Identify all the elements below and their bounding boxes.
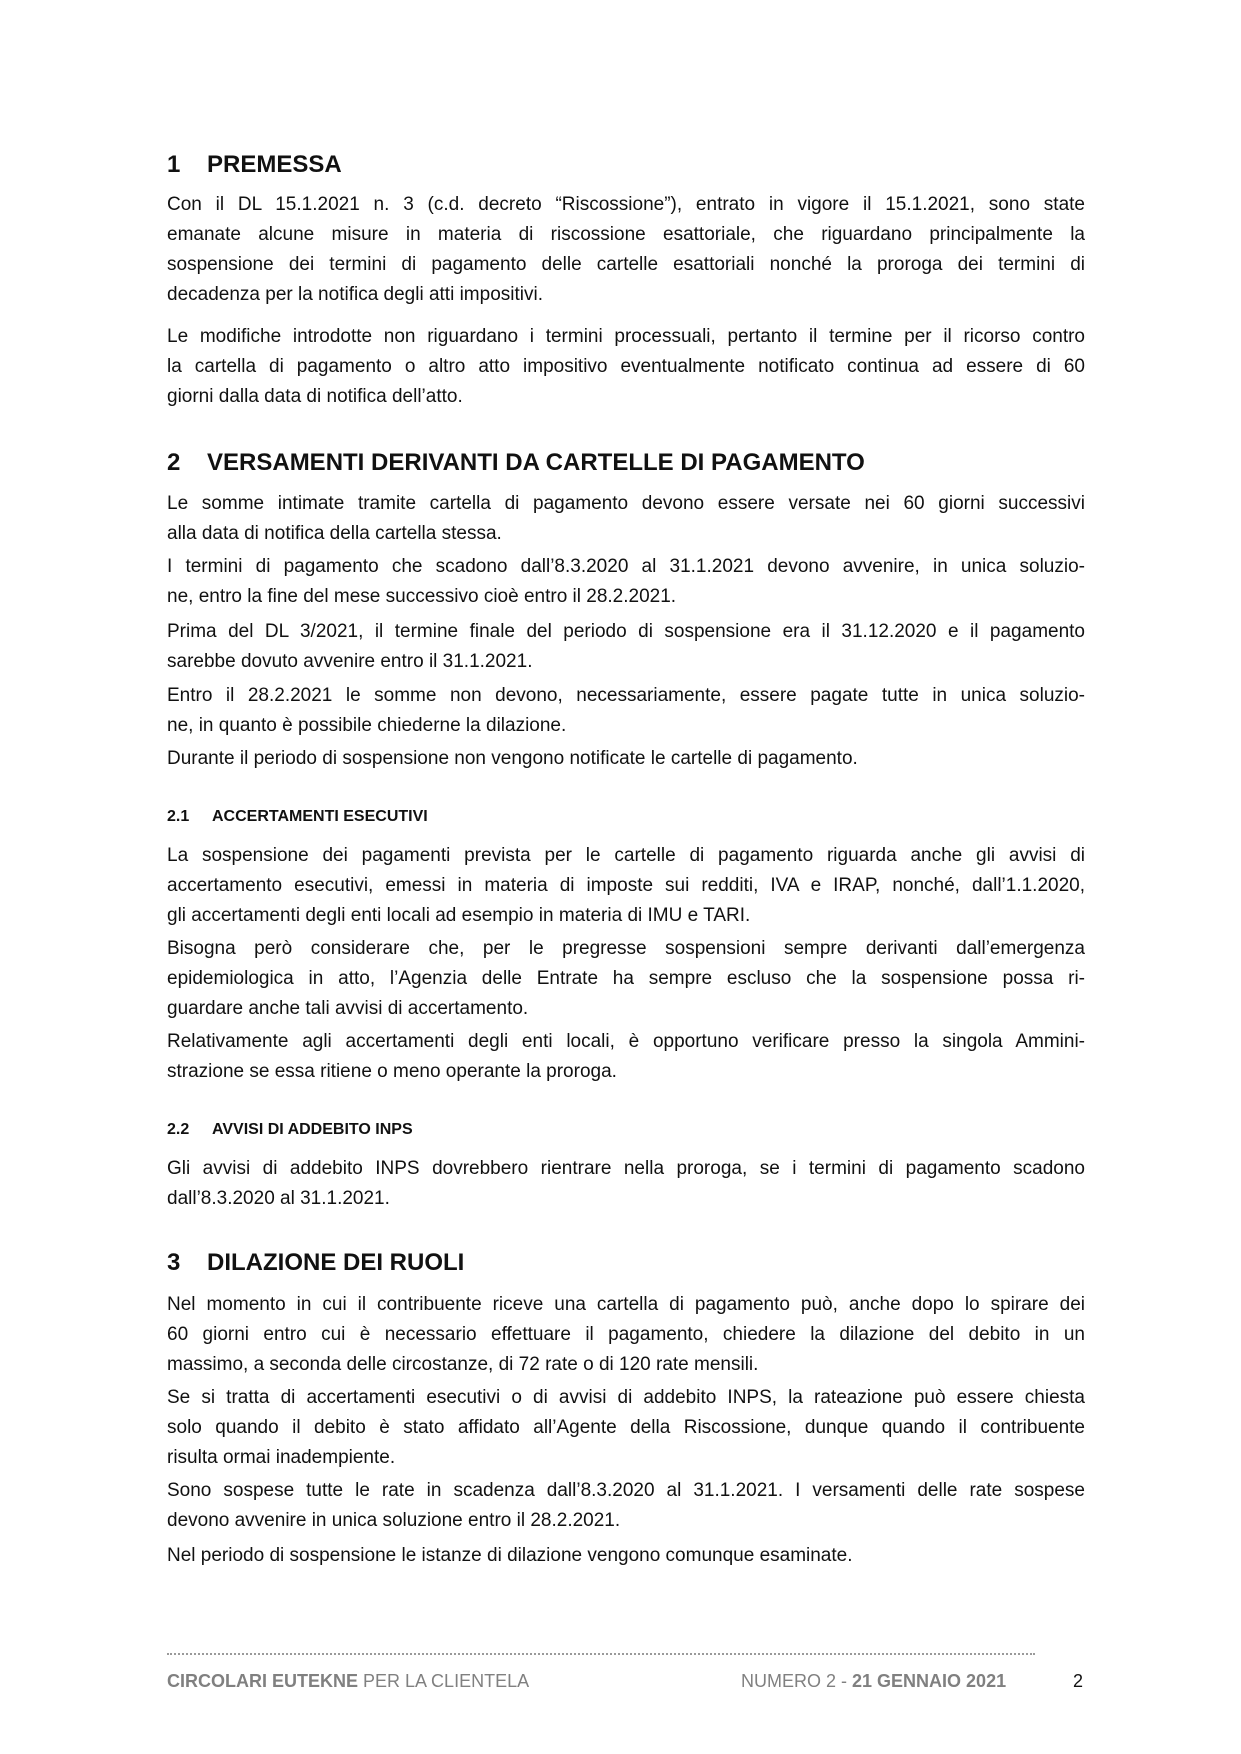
- text-line: strazione se essa ritiene o meno operante la proroga.: [167, 1061, 617, 1082]
- paragraph: [167, 1383, 1085, 1473]
- text-line: ne, entro la fine del mese successivo cioè entro il 28.2.2021.: [167, 586, 677, 607]
- text-line: Gli avvisi di addebito INPS dovrebbero rientrare nella proroga, se i termini di pagamento scadono: [167, 1158, 1085, 1179]
- paragraph: [167, 744, 1085, 774]
- paragraph: [167, 1541, 1085, 1571]
- text-line: Nel periodo di sospensione le istanze di dilazione vengono comunque esaminate.: [167, 1545, 853, 1566]
- text-line: La sospensione dei pagamenti prevista per le cartelle di pagamento riguarda anche gli avvisi di: [167, 845, 1085, 866]
- text-line: Entro il 28.2.2021 le somme non devono, necessariamente, essere pagate tutte in unica soluzio-: [167, 685, 1085, 706]
- text-line: la cartella di pagamento o altro atto impositivo eventualmente notificato continua ad essere di 60: [167, 356, 1085, 377]
- text-line: giorni dalla data di notifica dell’atto.: [167, 386, 463, 407]
- text-line: sospensione dei termini di pagamento delle cartelle esattoriali nonché la proroga dei termini di: [167, 254, 1085, 275]
- footer-issue-date: 21 GENNAIO 2021: [852, 1671, 1007, 1691]
- section-title: VERSAMENTI DERIVANTI DA CARTELLE DI PAGAMENTO: [207, 449, 865, 476]
- footer-brand: CIRCOLARI EUTEKNE: [167, 1671, 359, 1691]
- section-title: ACCERTAMENTI ESECUTIVI: [212, 808, 428, 825]
- text-line: Durante il periodo di sospensione non vengono notificate le cartelle di pagamento.: [167, 748, 858, 769]
- text-line: sarebbe dovuto avvenire entro il 31.1.2021.: [167, 651, 533, 672]
- text-line: Nel momento in cui il contribuente riceve una cartella di pagamento può, anche dopo lo spirare dei: [167, 1294, 1085, 1315]
- paragraph: [167, 322, 1085, 412]
- text-line: Con il DL 15.1.2021 n. 3 (c.d. decreto “Riscossione”), entrato in vigore il 15.1.2021, sono state: [167, 194, 1085, 215]
- section-number: 2.1: [167, 808, 190, 825]
- text-line: guardare anche tali avvisi di accertamento.: [167, 998, 529, 1019]
- paragraph: [167, 489, 1085, 549]
- section-number: 2: [167, 449, 181, 476]
- paragraph: [167, 681, 1085, 741]
- text-line: epidemiologica in atto, l’Agenzia delle Entrate ha sempre escluso che la sospensione possa ri-: [167, 968, 1085, 989]
- paragraph: [167, 934, 1085, 1024]
- text-line: gli accertamenti degli enti locali ad esempio in materia di IMU e TARI.: [167, 905, 751, 926]
- footer-issue: [741, 1668, 1006, 1694]
- footer-publication: [167, 1668, 529, 1694]
- text-line: Relativamente agli accertamenti degli enti locali, è opportuno verificare presso la singola Ammini-: [167, 1031, 1085, 1052]
- section-title: PREMESSA: [207, 151, 342, 178]
- text-line: devono avvenire in unica soluzione entro il 28.2.2021.: [167, 1510, 621, 1531]
- paragraph: [167, 190, 1085, 310]
- text-line: accertamento esecutivi, emessi in materia di imposte sui redditi, IVA e IRAP, nonché, dall’1.1.2020,: [167, 875, 1085, 896]
- text-line: dall’8.3.2020 al 31.1.2021.: [167, 1188, 390, 1209]
- footer-divider: [167, 1653, 1035, 1655]
- paragraph: [167, 1027, 1085, 1087]
- section-title: DILAZIONE DEI RUOLI: [207, 1249, 465, 1276]
- section-number: 1: [167, 151, 181, 178]
- text-line: Prima del DL 3/2021, il termine finale del periodo di sospensione era il 31.12.2020 e il pagamento: [167, 621, 1085, 642]
- text-line: Sono sospese tutte le rate in scadenza dall’8.3.2020 al 31.1.2021. I versamenti delle rate sospese: [167, 1480, 1085, 1501]
- paragraph: [167, 841, 1085, 931]
- section-number: 3: [167, 1249, 181, 1276]
- text-line: Bisogna però considerare che, per le pregresse sospensioni sempre derivanti dall’emergenza: [167, 938, 1085, 959]
- paragraph: [167, 617, 1085, 677]
- paragraph: [167, 552, 1085, 612]
- footer-brand-subtitle: PER LA CLIENTELA: [358, 1671, 530, 1691]
- section-number: 2.2: [167, 1121, 190, 1138]
- footer-issue-number: NUMERO 2 -: [741, 1671, 853, 1691]
- text-line: 60 giorni entro cui è necessario effettuare il pagamento, chiedere la dilazione del debito in un: [167, 1324, 1085, 1345]
- text-line: Le somme intimate tramite cartella di pagamento devono essere versate nei 60 giorni successivi: [167, 493, 1085, 514]
- text-line: I termini di pagamento che scadono dall’8.3.2020 al 31.1.2021 devono avvenire, in unica soluzio-: [167, 556, 1085, 577]
- section-title: AVVISI DI ADDEBITO INPS: [212, 1121, 413, 1138]
- paragraph: [167, 1476, 1085, 1536]
- text-line: solo quando il debito è stato affidato all’Agente della Riscossione, dunque quando il contribuente: [167, 1417, 1085, 1438]
- text-line: risulta ormai inadempiente.: [167, 1447, 396, 1468]
- text-line: alla data di notifica della cartella stessa.: [167, 523, 502, 544]
- text-line: ne, in quanto è possibile chiederne la dilazione.: [167, 715, 567, 736]
- text-line: Le modifiche introdotte non riguardano i termini processuali, pertanto il termine per il ricorso contro: [167, 326, 1085, 347]
- text-line: massimo, a seconda delle circostanze, di 72 rate o di 120 rate mensili.: [167, 1354, 759, 1375]
- text-line: decadenza per la notifica degli atti impositivi.: [167, 284, 543, 305]
- paragraph: [167, 1154, 1085, 1214]
- paragraph: [167, 1290, 1085, 1380]
- page-number: 2: [1073, 1671, 1084, 1691]
- text-line: emanate alcune misure in materia di riscossione esattoriale, che riguardano principalmente la: [167, 224, 1085, 245]
- text-line: Se si tratta di accertamenti esecutivi o di avvisi di addebito INPS, la rateazione può essere chiesta: [167, 1387, 1085, 1408]
